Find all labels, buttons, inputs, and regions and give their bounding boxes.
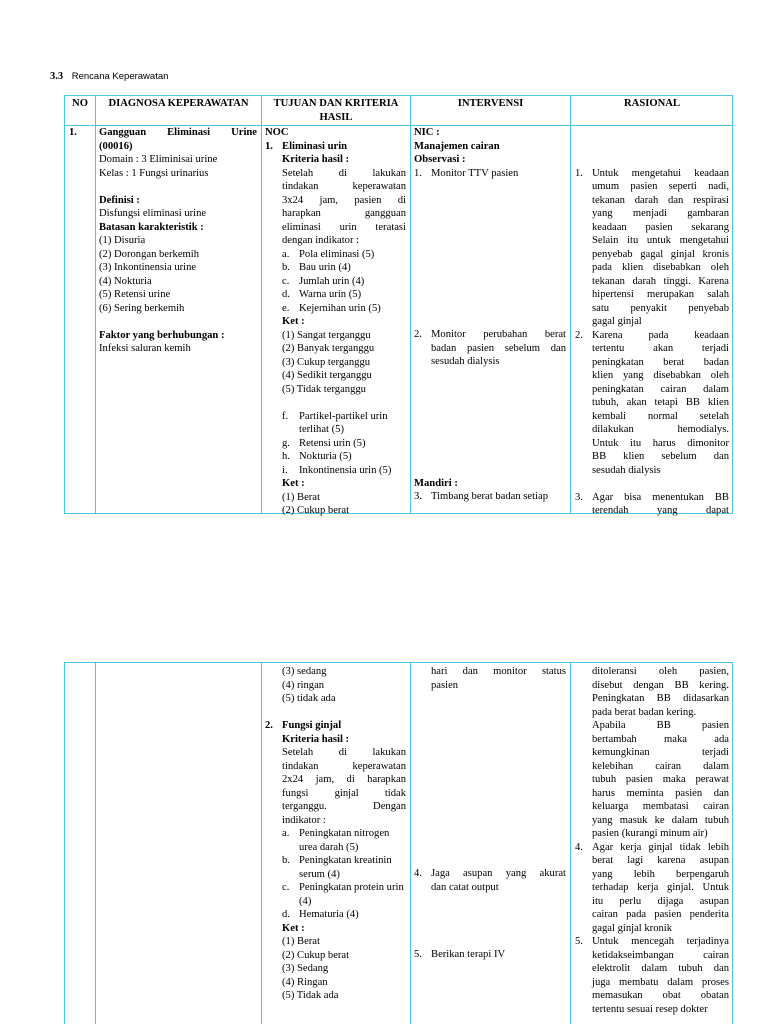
ket-item: (2) Cukup berat: [282, 949, 350, 961]
intervensi-item: 5. Berikan terapi IV: [414, 949, 506, 960]
ket-item: (5) Tidak ada: [282, 990, 339, 1001]
header-rasional: RASIONAL: [624, 98, 680, 109]
section-number: 3.3: [50, 71, 64, 82]
ket-item: (2) Banyak terganggu: [282, 343, 375, 354]
indikator-list-2: [282, 410, 406, 478]
diagnosa-cell: [99, 126, 257, 356]
care-plan-table-part1: [64, 95, 733, 514]
indikator-item: i. Inkontinensia urin (5): [282, 464, 392, 476]
intervensi-item: 1. Monitor TTV pasien: [414, 167, 519, 179]
rasional-item: 3. Agar bisa menentukan BB terendah yang dapat: [575, 491, 729, 516]
indikator-list: [282, 827, 406, 922]
indikator-item: b. Peningkatan kreatinin serum (4): [282, 855, 392, 880]
kriteria-line: tindakan keperawatan: [282, 760, 406, 772]
outcome-name: Fungsi ginjal: [282, 720, 342, 731]
outcome-body: [265, 153, 406, 518]
nic-label: NIC :: [414, 127, 440, 138]
diagnosa-code: (00016): [99, 140, 133, 152]
diagnosa-title: Gangguan Eliminasi Urine: [99, 127, 257, 138]
care-plan-table-part2: [64, 662, 733, 1024]
indikator-item: a. Pola eliminasi (5): [282, 248, 375, 260]
ket-item: (3) Sedang: [282, 963, 329, 974]
header-diagnosa: DIAGNOSA KEPERAWATAN: [108, 98, 249, 109]
rasional-item: 2. Karena pada keadaan tertentu akan terjadi peningkatan berat badan klien yang disebabkan oleh peningkatan cairan dalam tubuh, akan tetapi BB klien kembali normal setelah dilakukan hemodialys. Untuk itu harus dimonitor BB klien sebelum dan sesudah dialysis: [575, 329, 729, 476]
batasan-label: Batasan karakteristik :: [99, 221, 204, 233]
indikator-item: g. Retensi urin (5): [282, 437, 366, 449]
kriteria-line: 3x24 jam, pasien di: [282, 194, 406, 206]
batasan-item: (5) Retensi urine: [99, 289, 171, 300]
ket-item: (3) Cukup terganggu: [282, 356, 371, 368]
section-heading: [50, 70, 168, 84]
ket-item: (5) tidak ada: [282, 693, 336, 704]
row-number: 1.: [69, 127, 77, 138]
batasan-item: (2) Dorongan berkemih: [99, 248, 200, 260]
ket-item: (2) Cukup berat: [282, 505, 350, 516]
indikator-item: e. Kejernihan urin (5): [282, 302, 381, 314]
tujuan-cell: [265, 126, 406, 518]
indikator-item: d. Warna urin (5): [282, 289, 362, 300]
faktor-label: Faktor yang berhubungan :: [99, 329, 225, 341]
header-no: NO: [72, 98, 88, 109]
kriteria-line: eliminasi urin teratasi: [282, 221, 406, 233]
indikator-item: c. Jumlah urin (4): [282, 275, 365, 287]
batasan-item: (1) Disuria: [99, 235, 146, 246]
kriteria-line: tindakan keperawatan: [282, 181, 406, 192]
intervensi-cell: [414, 126, 566, 504]
ket-label: Ket :: [282, 922, 305, 934]
batasan-item: (6) Sering berkemih: [99, 302, 185, 314]
rasional-cell: [575, 126, 729, 518]
ket-item: (4) Ringan: [282, 976, 328, 988]
section-title: Rencana Keperawatan: [71, 71, 169, 82]
ket-label: Ket :: [282, 478, 305, 489]
mandiri-label: Mandiri :: [414, 477, 458, 489]
outcome-title: [265, 719, 406, 733]
ket-item: (4) Sedikit terganggu: [282, 370, 372, 381]
intervensi-item-cont: hari dan monitor status pasien: [431, 666, 566, 691]
intervensi-item: 4. Jaga asupan yang akurat dan catat output: [414, 868, 566, 893]
kriteria-line: harapkan gangguan: [282, 208, 406, 219]
noc-label: NOC: [265, 127, 289, 138]
outcome-number: 2.: [265, 720, 273, 731]
kriteria-line: Setelah di lakukan: [282, 167, 406, 179]
ket-item: (4) ringan: [282, 679, 325, 691]
kriteria-label: Kriteria hasil :: [282, 154, 350, 165]
rasional-item: 5. Untuk mencegah terjadinya ketidakseimbangan cairan elektrolit dalam tubuh dan juga membatu dalam proses memasukan obat obatan tertentu sesuai resep dokter: [575, 936, 729, 1015]
ket-item: (3) sedang: [282, 666, 327, 677]
intervensi-cell-cont: [414, 665, 566, 962]
ket-item: (5) Tidak terganggu: [282, 383, 366, 395]
rasional-cell-cont: [575, 665, 729, 1016]
kriteria-line: 2x24 jam, di harapkan: [282, 774, 406, 785]
faktor-text: Infeksi saluran kemih: [99, 343, 191, 354]
indikator-item: f. Partikel-partikel urin terlihat (5): [282, 410, 388, 435]
observasi-label: Observasi :: [414, 154, 466, 165]
manajemen-label: Manajemen cairan: [414, 140, 500, 152]
tujuan-cell-cont: [265, 665, 406, 1003]
kriteria-line: terganggu. Dengan: [282, 801, 406, 812]
indikator-item: a. Peningkatan nitrogen urea darah (5): [282, 828, 390, 853]
definisi-label: Definisi :: [99, 194, 140, 206]
intervensi-item: 3. Timbang berat badan setiap: [414, 491, 548, 502]
outcome-name: Eliminasi urin: [282, 140, 348, 152]
outcome-title: [265, 140, 406, 154]
batasan-item: (3) Inkontinensia urine: [99, 262, 197, 273]
definisi-text: Disfungsi eliminasi urine: [99, 208, 207, 219]
header-tujuan: TUJUAN DAN KRITERIA HASIL: [273, 98, 399, 123]
rasional-item: 4. Agar kerja ginjal tidak lebih berat lagi karena asupan yang lebih berpengaruh terhadap kerja ginjal. Untuk itu perlu dijaga asupan cairan pada pasien penderita gagal ginjal kronik: [575, 841, 729, 934]
outcome-number: 1.: [265, 140, 273, 152]
ket-item: (1) Berat: [282, 936, 320, 947]
ket-item: (1) Berat: [282, 491, 320, 503]
indikator-item: c. Peningkatan protein urin (4): [282, 882, 404, 907]
rasional-item: 1. Untuk mengetahui keadaan umum pasien seperti nadi, tekanan darah dan respirasi yang menjadi gambaran keadaan pasien sekarang Selain itu untuk mengetahui penyebab gagal ginjal kronis pada klien disebabkan oleh tekanan darah tinggi. Karena hipertensi merupakan salah satu penyakit penyebab gagal ginjal: [575, 167, 729, 327]
outcome-body: [265, 733, 406, 1003]
batasan-item: (4) Nokturia: [99, 275, 152, 287]
diagnosa-domain: Domain : 3 Eliminisai urine: [99, 154, 218, 165]
kriteria-line: Setelah di lakukan: [282, 747, 406, 758]
indikator-item: d. Hematuria (4): [282, 909, 359, 920]
ket-label: Ket :: [282, 316, 305, 327]
rasional-item-cont: ditoleransi oleh pasien, disebut dengan BB kering. Peningkatan BB didasarkan pada berat badan kering. Apabila BB pasien bertambah maka ada kemungkinan terjadi kelebihan cairan dalam tubuh pasien maka perawat harus meminta pasien dan keluarga membatasi cairan yang masuk ke dalam tubuh pasien (kurangi minum air): [592, 666, 729, 839]
ket-item: (1) Sangat terganggu: [282, 329, 371, 341]
header-intervensi: INTERVENSI: [457, 98, 524, 109]
indikator-item: h. Nokturia (5): [282, 451, 352, 462]
indikator-list: [282, 248, 406, 316]
kriteria-line: indikator :: [282, 814, 326, 826]
indikator-item: b. Bau urin (4): [282, 262, 351, 273]
kriteria-line: fungsi ginjal tidak: [282, 787, 406, 799]
kriteria-label: Kriteria hasil :: [282, 733, 350, 745]
kriteria-line: dengan indikator :: [282, 235, 360, 246]
diagnosa-kelas: Kelas : 1 Fungsi urinarius: [99, 167, 209, 179]
intervensi-item: 2. Monitor perubahan berat badan pasien sebelum dan sesudah dialysis: [414, 329, 566, 367]
